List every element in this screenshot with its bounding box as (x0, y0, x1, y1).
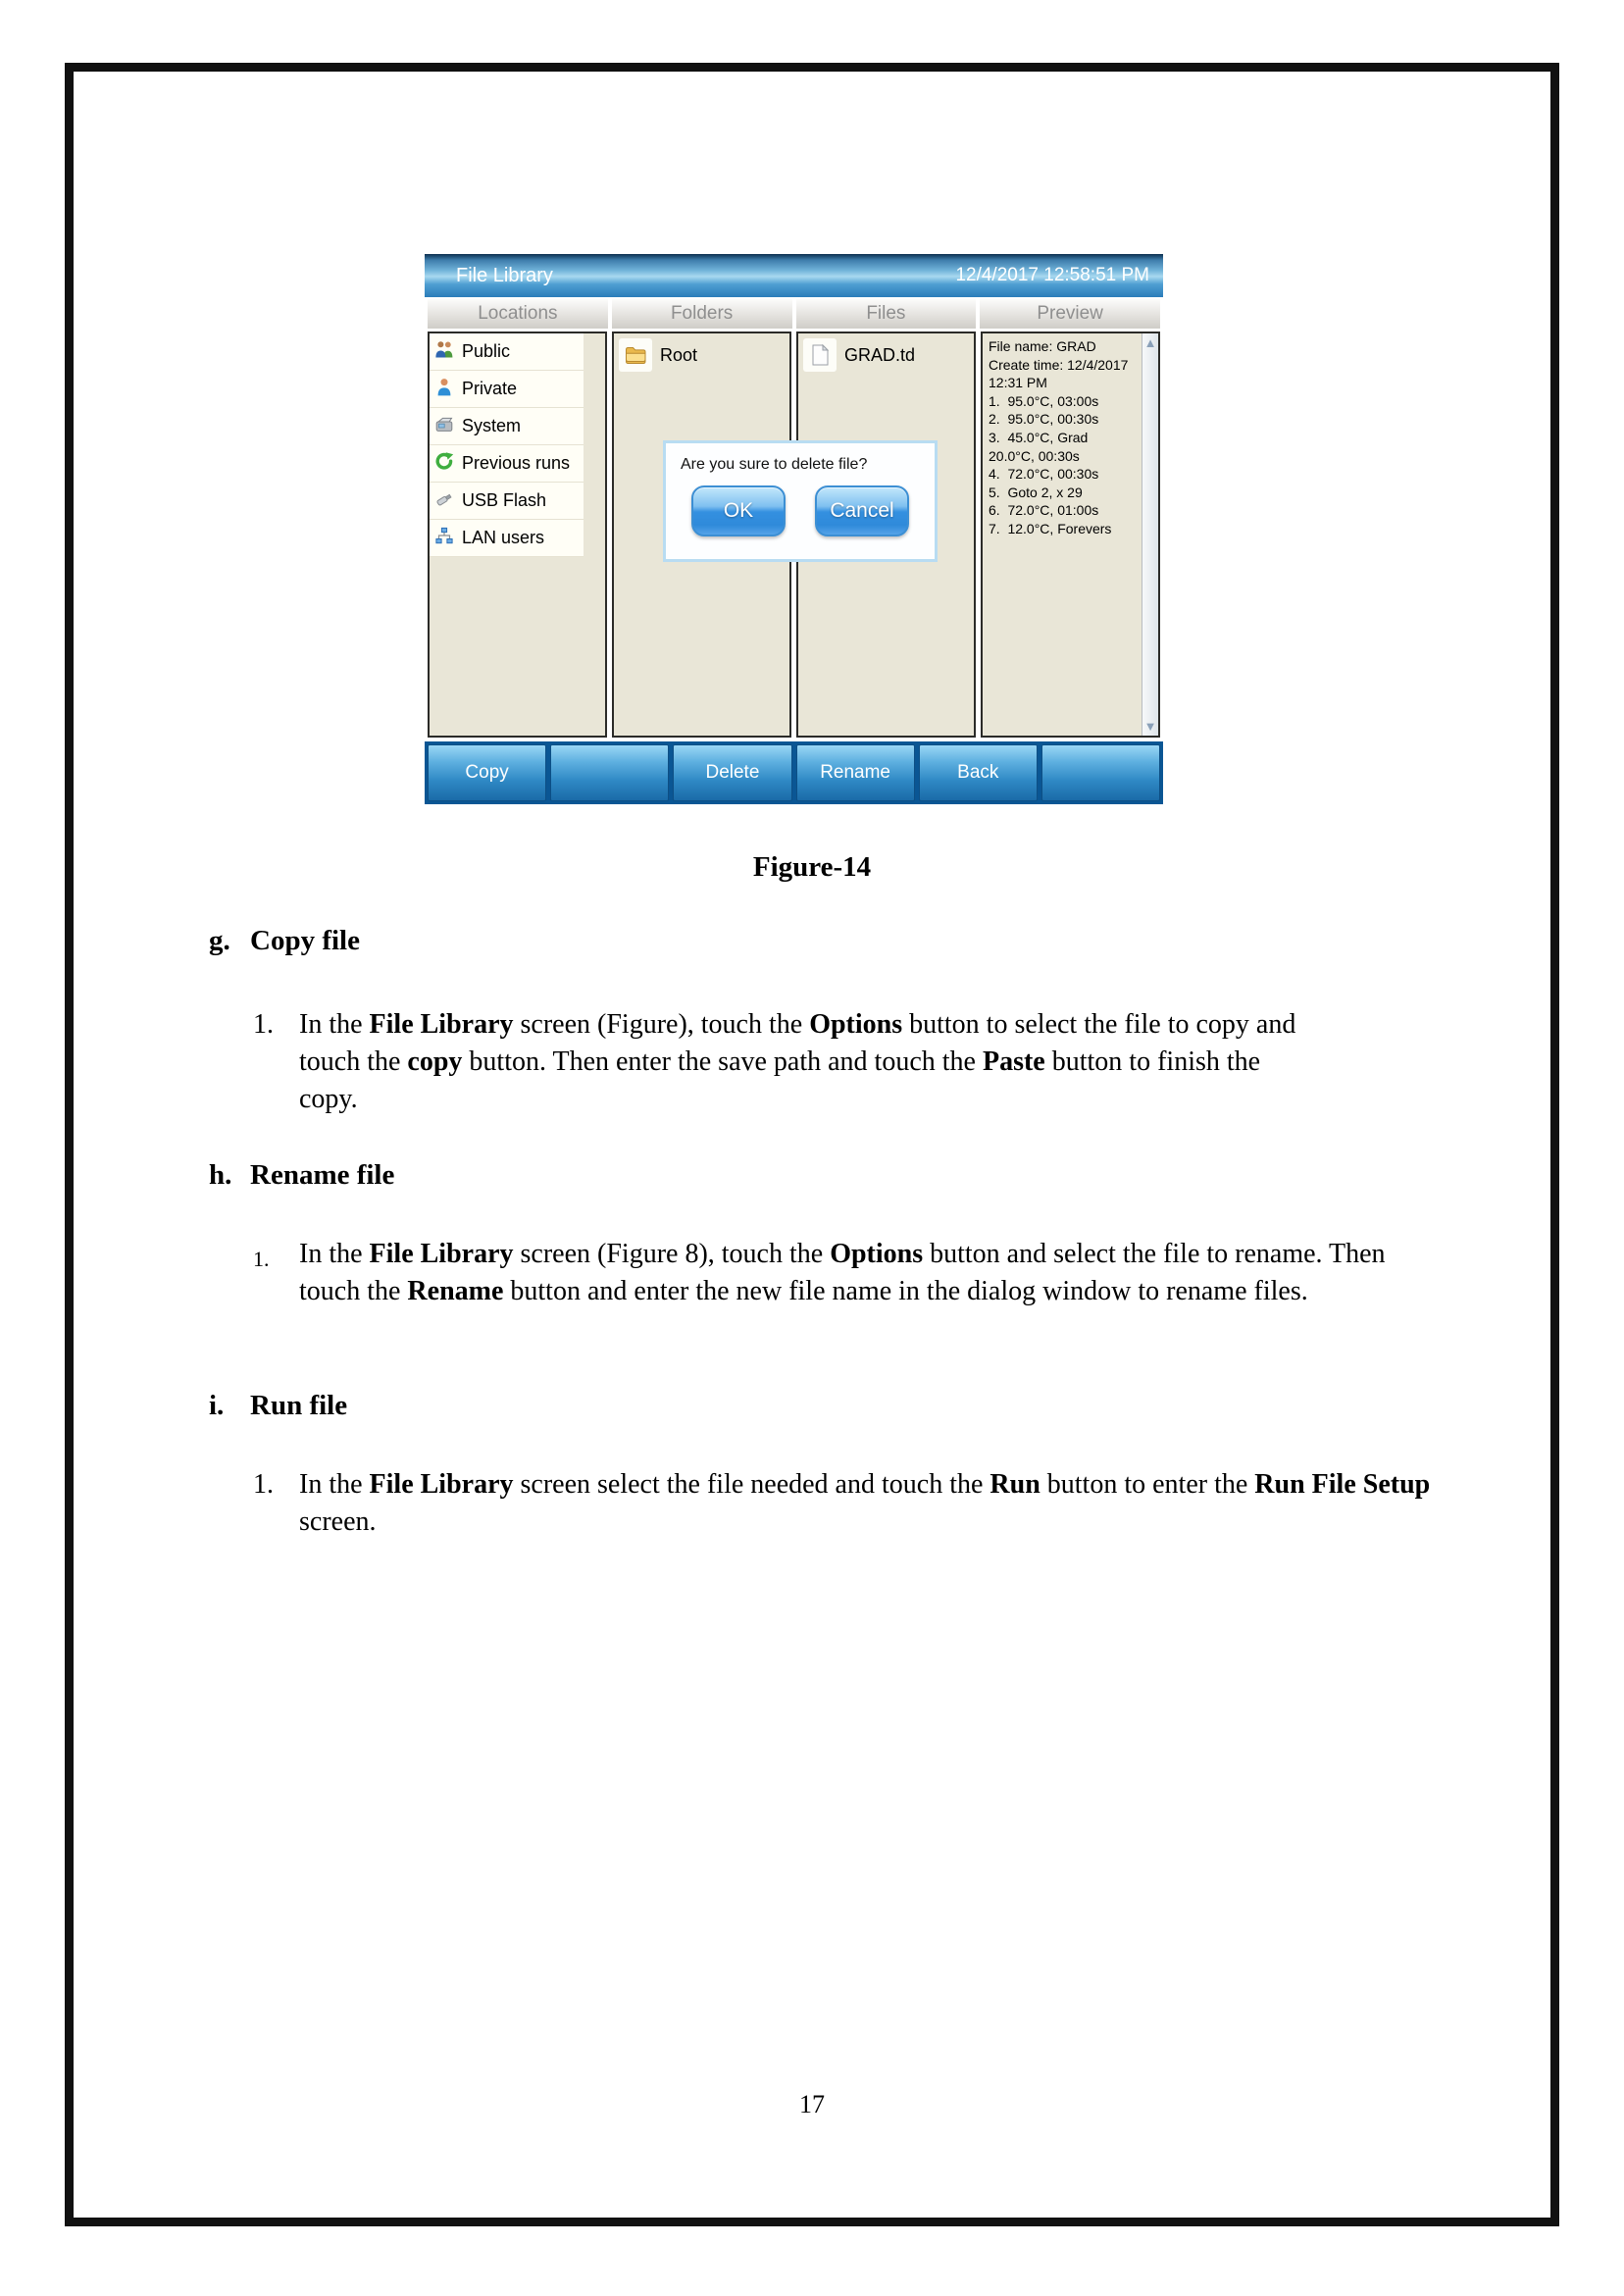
location-item-usb-flash[interactable] (430, 483, 584, 520)
section-title: Run file (250, 1390, 348, 1421)
location-label: Private (462, 379, 518, 398)
preview-line: 20.0°C, 00:30s (989, 447, 1080, 464)
column-header-preview: Preview (980, 299, 1160, 329)
titlebar-timestamp: 12/4/2017 12:58:51 PM (955, 265, 1149, 285)
preview-text (983, 333, 1158, 542)
file-item-grad[interactable] (798, 333, 974, 372)
private-user-icon (434, 378, 454, 401)
preview-line: 3. 45.0°C, Grad (989, 429, 1089, 445)
folder-icon (619, 338, 652, 372)
column-header-locations: Locations (428, 299, 608, 329)
previous-runs-icon (434, 451, 454, 476)
usb-flash-icon (434, 489, 454, 513)
section-heading-rename-file (209, 1159, 394, 1192)
preview-line: Create time: 12/4/2017 (989, 356, 1129, 373)
list-item-run-file (253, 1466, 1491, 1541)
file-label: GRAD.td (844, 344, 916, 365)
list-item-number: 1. (253, 1009, 274, 1040)
rename-button[interactable]: Rename (796, 744, 915, 801)
page-number: 17 (799, 2090, 825, 2118)
page-border-frame (65, 63, 1559, 2226)
location-label: Public (462, 341, 511, 361)
list-item-number: 1. (253, 1247, 270, 1271)
file-icon (803, 338, 837, 372)
list-item-text: In the File Library screen (Figure), touch the Options button to select the file to copy and touch the copy button. Then enter the save path and touch the Paste button to finish the copy. (299, 1009, 1296, 1114)
preview-line: 1. 95.0°C, 03:00s (989, 392, 1099, 409)
ok-button[interactable]: OK (691, 485, 786, 536)
preview-line: 5. Goto 2, x 29 (989, 484, 1083, 500)
folder-label: Root (660, 344, 698, 365)
column-header-files: Files (796, 299, 977, 329)
preview-line: 6. 72.0°C, 01:00s (989, 502, 1099, 519)
toolbar-blank-button-2[interactable] (1041, 744, 1160, 801)
section-heading-run-file (209, 1390, 347, 1422)
column-headers (425, 297, 1163, 332)
preview-scrollbar[interactable] (1142, 333, 1158, 736)
section-marker: h. (209, 1159, 232, 1191)
back-button[interactable]: Back (919, 744, 1038, 801)
file-library-screenshot (425, 254, 1163, 804)
section-title: Rename file (250, 1159, 395, 1191)
location-item-private[interactable] (430, 371, 584, 408)
delete-button[interactable]: Delete (673, 744, 791, 801)
location-item-public[interactable] (430, 333, 584, 371)
location-item-previous-runs[interactable] (430, 445, 584, 483)
scroll-down-icon[interactable]: ▼ (1143, 719, 1157, 734)
preview-panel (981, 332, 1160, 738)
location-label: USB Flash (462, 490, 547, 510)
scroll-up-icon[interactable]: ▲ (1143, 335, 1157, 350)
section-heading-copy-file (209, 925, 360, 957)
toolbar-blank-button-1[interactable] (550, 744, 669, 801)
section-marker: g. (209, 925, 230, 956)
public-users-icon (434, 340, 454, 364)
copy-button[interactable]: Copy (428, 744, 546, 801)
preview-line: 4. 72.0°C, 00:30s (989, 466, 1099, 483)
system-instrument-icon (434, 415, 454, 438)
delete-confirm-dialog (663, 440, 938, 562)
location-item-system[interactable] (430, 408, 584, 445)
section-title: Copy file (250, 925, 360, 956)
section-marker: i. (209, 1390, 225, 1421)
preview-line: 7. 12.0°C, Forevers (989, 520, 1112, 536)
bottom-toolbar (425, 741, 1163, 804)
location-label: LAN users (462, 528, 545, 547)
location-label: Previous runs (462, 453, 571, 473)
preview-line: File name: GRAD (989, 338, 1096, 354)
list-item-rename-file (253, 1236, 1388, 1310)
preview-line: 12:31 PM (989, 375, 1047, 391)
window-titlebar (425, 254, 1163, 297)
lan-users-icon (434, 527, 454, 550)
location-label: System (462, 416, 522, 435)
figure-caption: Figure-14 (752, 851, 872, 883)
locations-panel (428, 332, 607, 738)
folder-item-root[interactable] (614, 333, 789, 372)
column-header-folders: Folders (612, 299, 792, 329)
list-item-copy-file (253, 1006, 1324, 1118)
dialog-message: Are you sure to delete file? (681, 456, 868, 473)
location-item-lan-users[interactable] (430, 520, 584, 557)
window-title: File Library (456, 264, 553, 286)
list-item-text: In the File Library screen (Figure 8), touch the Options button and select the file to rename. Then touch the Rename button and enter the new file name in the dialog window to rename files. (299, 1239, 1386, 1306)
preview-line: 2. 95.0°C, 00:30s (989, 411, 1099, 428)
list-item-number: 1. (253, 1469, 274, 1500)
list-item-text: In the File Library screen select the file needed and touch the Run button to enter the Run File Setup screen. (299, 1469, 1431, 1537)
locations-list (430, 333, 584, 557)
cancel-button[interactable]: Cancel (815, 485, 909, 536)
